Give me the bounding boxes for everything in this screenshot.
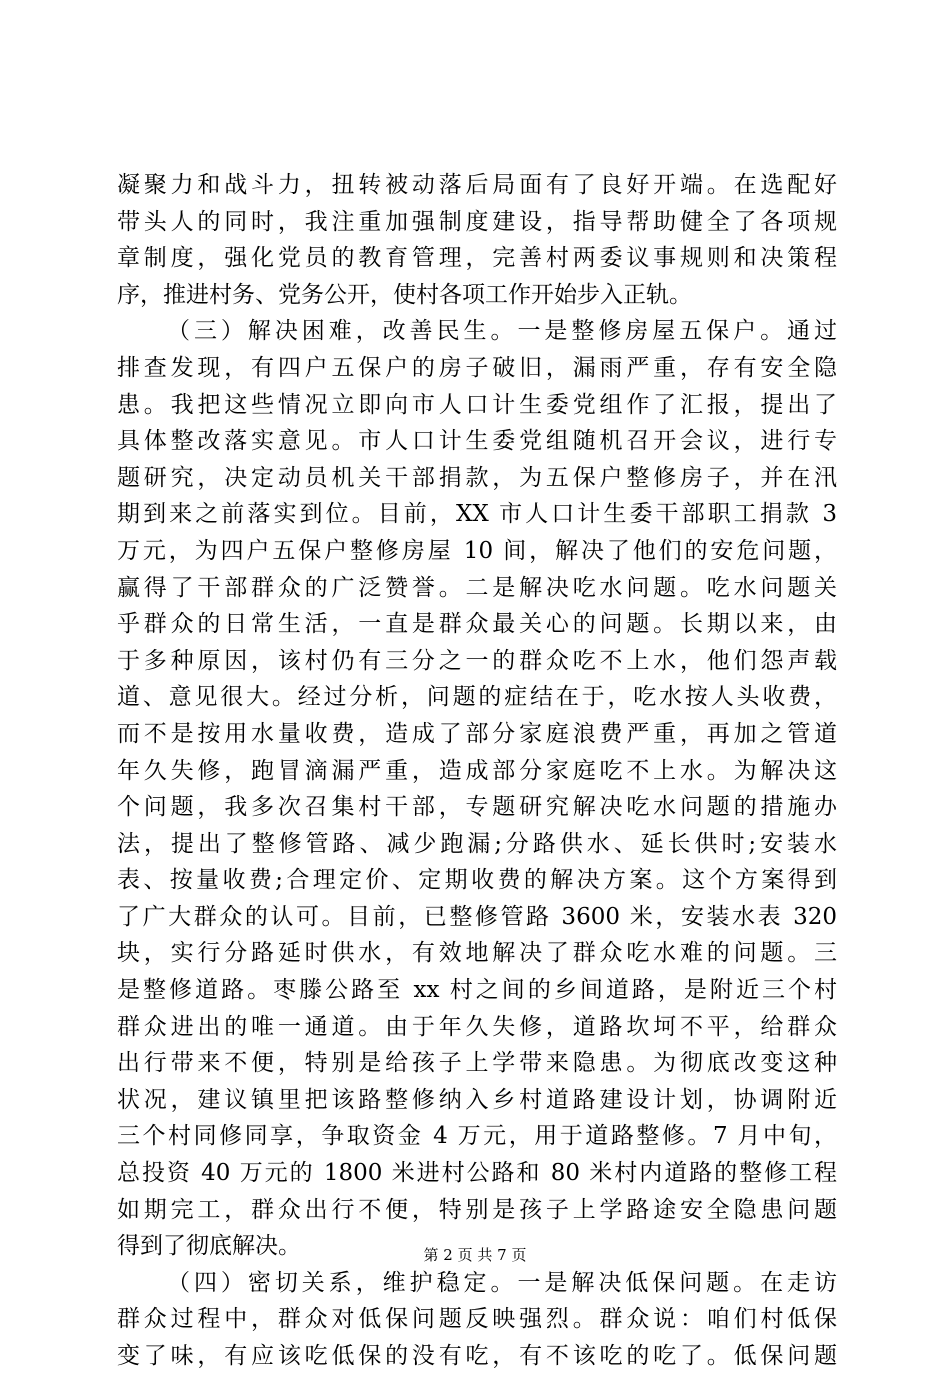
text-line: 群众过程中，群众对低保问题反映强烈。群众说：咱们村低保 (117, 1306, 837, 1333)
text-line: 群众进出的唯一通道。由于年久失修，道路坎坷不平，给群众 (117, 1013, 837, 1040)
text-line: 具体整改落实意见。市人口计生委党组随机召开会议，进行专 (117, 428, 837, 455)
text-line: 排查发现，有四户五保户的房子破旧，漏雨严重，存有安全隐 (117, 354, 837, 381)
text-line: 法，提出了整修管路、减少跑漏;分路供水、延长供时;安装水 (117, 830, 837, 857)
text-line: 序，推进村务、党务公开，使村各项工作开始步入正轨。 (117, 281, 692, 308)
text-line: 患。我把这些情况立即向市人口计生委党组作了汇报，提出了 (117, 391, 837, 418)
text-line: 章制度，强化党员的教育管理，完善村两委议事规则和决策程 (117, 245, 837, 272)
text-line: 乎群众的日常生活，一直是群众最关心的问题。长期以来，由 (117, 611, 837, 638)
text-line: 带头人的同时，我注重加强制度建设，指导帮助健全了各项规 (117, 208, 837, 235)
text-line: 块，实行分路延时供水，有效地解决了群众吃水难的问题。三 (117, 940, 837, 967)
paragraph-start-line: （四）密切关系，维护稳定。一是解决低保问题。在走访 (167, 1269, 837, 1296)
text-line: 而不是按用水量收费，造成了部分家庭浪费严重，再加之管道 (117, 720, 837, 747)
text-line: 总投资 40 万元的 1800 米进村公路和 80 米村内道路的整修工程 (117, 1160, 837, 1187)
text-line: 得到了彻底解决。 (117, 1233, 301, 1260)
text-line: 赢得了干部群众的广泛赞誉。二是解决吃水问题。吃水问题关 (117, 574, 837, 601)
text-line: 于多种原因，该村仍有三分之一的群众吃不上水，他们怨声载 (117, 647, 837, 674)
text-line: 是整修道路。枣滕公路至 xx 村之间的乡间道路，是附近三个村 (117, 977, 837, 1004)
text-line: 表、按量收费;合理定价、定期收费的解决方案。这个方案得到 (117, 867, 837, 894)
text-line: 三个村同修同享，争取资金 4 万元，用于道路整修。7 月中旬， (117, 1123, 837, 1150)
page-footer: 第 2 页 共 7 页 (423, 1246, 527, 1264)
text-line: 如期完工，群众出行不便，特别是孩子上学路途安全隐患问题 (117, 1196, 837, 1223)
text-line: 变了味，有应该吃低保的没有吃，有不该吃的吃了。低保问题 (117, 1343, 837, 1369)
text-line: 期到来之前落实到位。目前，XX 市人口计生委干部职工捐款 3 (117, 501, 837, 528)
text-line: 个问题，我多次召集村干部，专题研究解决吃水问题的措施办 (117, 794, 837, 821)
text-line: 年久失修，跑冒滴漏严重，造成部分家庭吃不上水。为解决这 (117, 757, 837, 784)
body-text (117, 167, 837, 1375)
text-line: 状况，建议镇里把该路整修纳入乡村道路建设计划，协调附近 (117, 1086, 837, 1113)
text-line: 出行带来不便，特别是给孩子上学带来隐患。为彻底改变这种 (117, 1050, 837, 1077)
paragraph-start-line: （三）解决困难，改善民生。一是整修房屋五保户。通过 (167, 318, 837, 345)
text-line: 万元，为四户五保户整修房屋 10 间，解决了他们的安危问题， (117, 537, 837, 564)
text-line: 了广大群众的认可。目前，已整修管路 3600 米，安装水表 320 (117, 903, 837, 930)
text-line: 题研究，决定动员机关干部捐款，为五保户整修房子，并在汛 (117, 464, 837, 491)
text-line: 凝聚力和战斗力，扭转被动落后局面有了良好开端。在选配好 (117, 172, 837, 198)
text-line: 道、意见很大。经过分析，问题的症结在于，吃水按人头收费， (117, 684, 837, 711)
